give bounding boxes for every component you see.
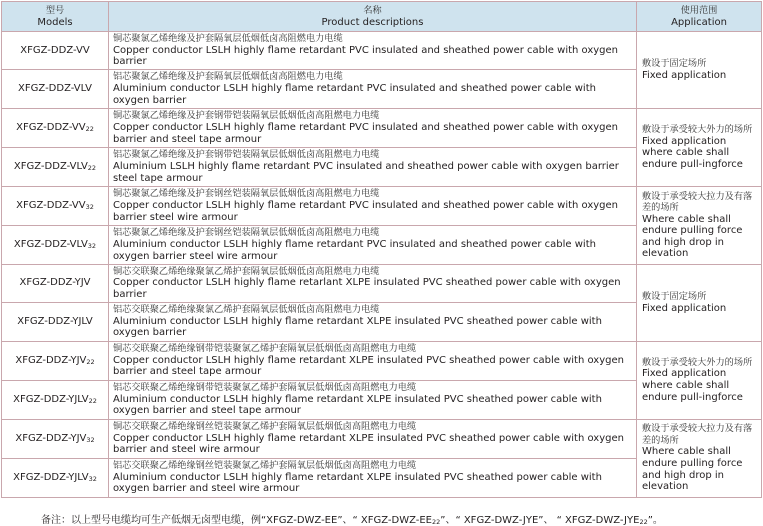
model-cell: XFGZ-DDZ-VV (2, 32, 109, 70)
model-cell: XFGZ-$DDZ-VV_{32}$ (2, 186, 109, 225)
model-cell: XFGZ-$DDZ-VV_{22}$ (2, 108, 109, 147)
description-cell: 铜芯交联聚乙烯绝缘聚氯乙烯护套隔氧层低烟低卤高阻燃电力电缆 Copper conductor LSLH highly flame retarlant XLPE insulated PVC sheathed power cable with oxygen barrier (109, 264, 637, 302)
header-use-en: Application (671, 16, 727, 28)
table-row (2, 186, 762, 225)
model-cell: XFGZ-DDZ-VLV (2, 69, 109, 108)
application-cell: 敷设于固定场所 Fixed application (637, 264, 762, 341)
description-cell: 铜芯交联聚乙烯绝缘钢丝铠装聚氯乙烯护套隔氧层低烟低卤高阻燃电力电缆 Copper conductor LSLH highly flame retardant XLPE insulated PVC sheathed power cable with oxygen barrier and steel wire armour (109, 419, 637, 458)
description-cell: 铜芯聚氯乙烯绝缘及护套钢带铠装隔氧层低烟低卤高阻燃电力电缆 Copper conductor LSLH highly flame retardant PVC insulated and sheathed power cable with oxygen barrier and steel tape armour (109, 108, 637, 147)
description-cell: 铝芯聚氯乙烯绝缘及护套钢丝铠装隔氧层低烟低卤高阻燃电力电缆 Aluminium conductor LSLH highly flame retardant PVC insulated and sheathed power cable with oxygen barrier steel wire armour (109, 225, 637, 264)
table-row (2, 108, 762, 147)
table-header-row (2, 2, 762, 32)
header-desc-en: Product descriptions (321, 16, 424, 28)
header-models (2, 2, 109, 32)
model-cell: XFGZ-DDZ-YJLV (2, 302, 109, 341)
description-cell: 铝芯交联聚乙烯绝缘钢带铠装聚氯乙烯护套隔氧层低烟低卤高阻燃电力电缆 Aluminium conductor LSLH highly flame retardant XLPE insulated PVC sheathed power cable with oxygen barrier and steel tape armour (109, 380, 637, 419)
application-cell: 敷设于固定场所 Fixed application (637, 32, 762, 109)
table-row (2, 264, 762, 302)
model-cell: XFGZ-$DDZ-YJV_{22}$ (2, 341, 109, 380)
description-cell: 铜芯聚氯乙烯绝缘及护套隔氧层低烟低卤高阻燃电力电缆 Copper conductor LSLH highly flame retardant PVC insulated and sheathed power cable with oxygen barrier (109, 32, 637, 70)
description-cell: 铝芯交联聚乙烯绝缘钢丝铠装聚氯乙烯护套隔氧层低烟低卤高阻燃电力电缆 Aluminium conductor LSLH highly flame retardant XLPE insulated PVC sheathed power cable with oxygen barrier and steel wire armour (109, 458, 637, 497)
model-cell: XFGZ-$DDZ-YJV_{32}$ (2, 419, 109, 458)
header-application (637, 2, 762, 32)
table-row (2, 419, 762, 458)
application-cell: 敷设于承受较大外力的场所 Fixed application where cable shall endure pull-ingforce (637, 108, 762, 186)
application-cell: 敷设于承受较大拉力及有落差的场所 Where cable shall endure pulling force and high drop in elevation (637, 186, 762, 264)
header-use-cn: 使用范围 (680, 4, 718, 16)
table-row (2, 32, 762, 70)
header-models-cn: 型号 (45, 4, 65, 16)
model-cell: XFGZ-$DDZ-VLV_{22}$ (2, 147, 109, 186)
header-descriptions (109, 2, 637, 32)
description-cell: 铝芯交联聚乙烯绝缘聚氯乙烯护套隔氧层低烟低卤高阻燃电力电缆 Aluminium conductor LSLH highly flame retardant XLPE insulated PVC sheathed power cable with oxygen barrier (109, 302, 637, 341)
model-cell: XFGZ-$DDZ-VLV_{32}$ (2, 225, 109, 264)
model-cell: XFGZ-$DDZ-YJLV_{22}$ (2, 380, 109, 419)
application-cell: 敷设于承受较大外力的场所 Fixed application where cable shall endure pull-ingforce (637, 341, 762, 419)
application-cell: 敷设于承受较大拉力及有落差的场所 Where cable shall endure pulling force and high drop in elevation (637, 419, 762, 497)
model-cell: XFGZ-$DDZ-YJLV_{32}$ (2, 458, 109, 497)
description-cell: 铜芯聚氯乙烯绝缘及护套钢丝铠装隔氧层低烟低卤高阻燃电力电缆 Copper conductor LSLH highly flame retardant PVC insulated and sheathed power cable with oxygen barrier steel wire armour (109, 186, 637, 225)
description-cell: 铝芯聚氯乙烯绝缘及护套隔氧层低烟低卤高阻燃电力电缆 Aluminium conductor LSLH highly flame retardant PVC insulated and sheathed power cable with oxygen barrier (109, 69, 637, 108)
cable-spec-table (1, 1, 762, 498)
header-desc-cn: 名称 (363, 4, 382, 16)
table-row (2, 341, 762, 380)
header-models-en: Models (37, 16, 73, 28)
footnote: 备注：以上型号电缆均可生产低烟无卤型电缆，例“XFGZ-DWZ-EE”、“ XFGZ-$DWZ-EE_{22}$”、“ XFGZ-DWZ-JYE”、 “ XFGZ-$DWZ-JYE_{22}$”。 (41, 515, 663, 526)
description-cell: 铜芯交联聚乙烯绝缘钢带铠装聚氯乙烯护套隔氧层低烟低卤高阻燃电力电缆 Copper conductor LSLH highly flame retardant XLPE insulated PVC sheathed power cable with oxygen barrier and steel tape armour (109, 341, 637, 380)
model-cell: XFGZ-DDZ-YJV (2, 264, 109, 302)
description-cell: 铝芯聚氯乙烯绝缘及护套钢带铠装隔氧层低烟低卤高阻燃电力电缆 Aluminium LSLH highly flame retardant PVC insulated and sheathed power cable with oxygen barrier steel tape armour (109, 147, 637, 186)
